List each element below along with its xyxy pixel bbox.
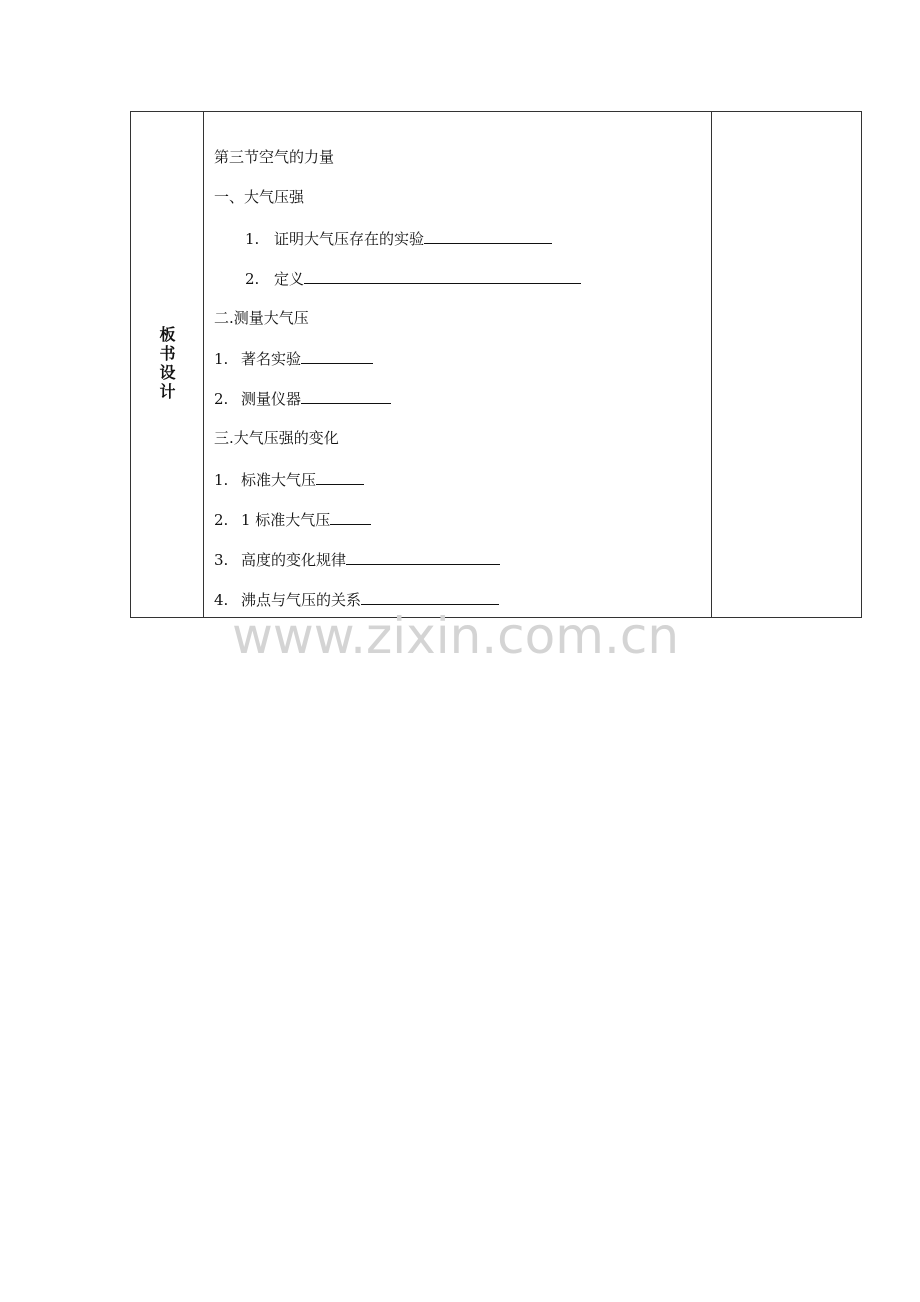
answer-blank xyxy=(424,229,552,244)
item-number: 1. xyxy=(245,230,260,248)
answer-blank xyxy=(316,470,364,485)
item-number: 1. xyxy=(214,350,229,368)
item-text: 定义 xyxy=(274,270,305,288)
board-design-label xyxy=(131,325,204,401)
item-number: 2. xyxy=(214,390,229,408)
section-heading: 二.测量大气压 xyxy=(214,309,309,327)
notes-column xyxy=(712,112,862,617)
label-char: 书 xyxy=(159,344,176,363)
item-text: 高度的变化规律 xyxy=(241,551,347,569)
list-item xyxy=(214,389,391,408)
item-number: 1. xyxy=(214,471,229,489)
list-item xyxy=(214,349,373,368)
item-number: 4. xyxy=(214,591,229,609)
label-char: 计 xyxy=(159,382,176,401)
item-text: 沸点与气压的关系 xyxy=(241,591,362,609)
item-text: 测量仪器 xyxy=(241,390,302,408)
list-item xyxy=(214,470,364,489)
section-heading: 一、大气压强 xyxy=(214,188,305,206)
answer-blank xyxy=(361,590,499,605)
item-number: 2. xyxy=(214,511,229,529)
list-item xyxy=(245,229,552,248)
item-number: 3. xyxy=(214,551,229,569)
watermark: www.zixin.com.cn xyxy=(232,607,680,665)
label-char: 板 xyxy=(159,325,176,344)
item-text: 证明大气压存在的实验 xyxy=(274,230,425,248)
list-item xyxy=(214,510,371,529)
item-text: 标准大气压 xyxy=(241,471,317,489)
answer-blank xyxy=(301,349,373,364)
lesson-title: 第三节空气的力量 xyxy=(214,148,335,166)
answer-blank xyxy=(330,510,371,525)
answer-blank xyxy=(304,269,581,284)
label-char: 设 xyxy=(159,363,176,382)
item-text: 著名实验 xyxy=(241,350,302,368)
label-column xyxy=(131,112,204,617)
list-item xyxy=(214,550,500,569)
answer-blank xyxy=(301,389,391,404)
answer-blank xyxy=(346,550,500,565)
item-number: 2. xyxy=(245,270,260,288)
list-item xyxy=(245,269,581,288)
item-text: 1 标准大气压 xyxy=(241,511,331,529)
content-column xyxy=(204,112,712,617)
board-design-table xyxy=(130,111,862,618)
section-heading: 三.大气压强的变化 xyxy=(214,429,339,447)
